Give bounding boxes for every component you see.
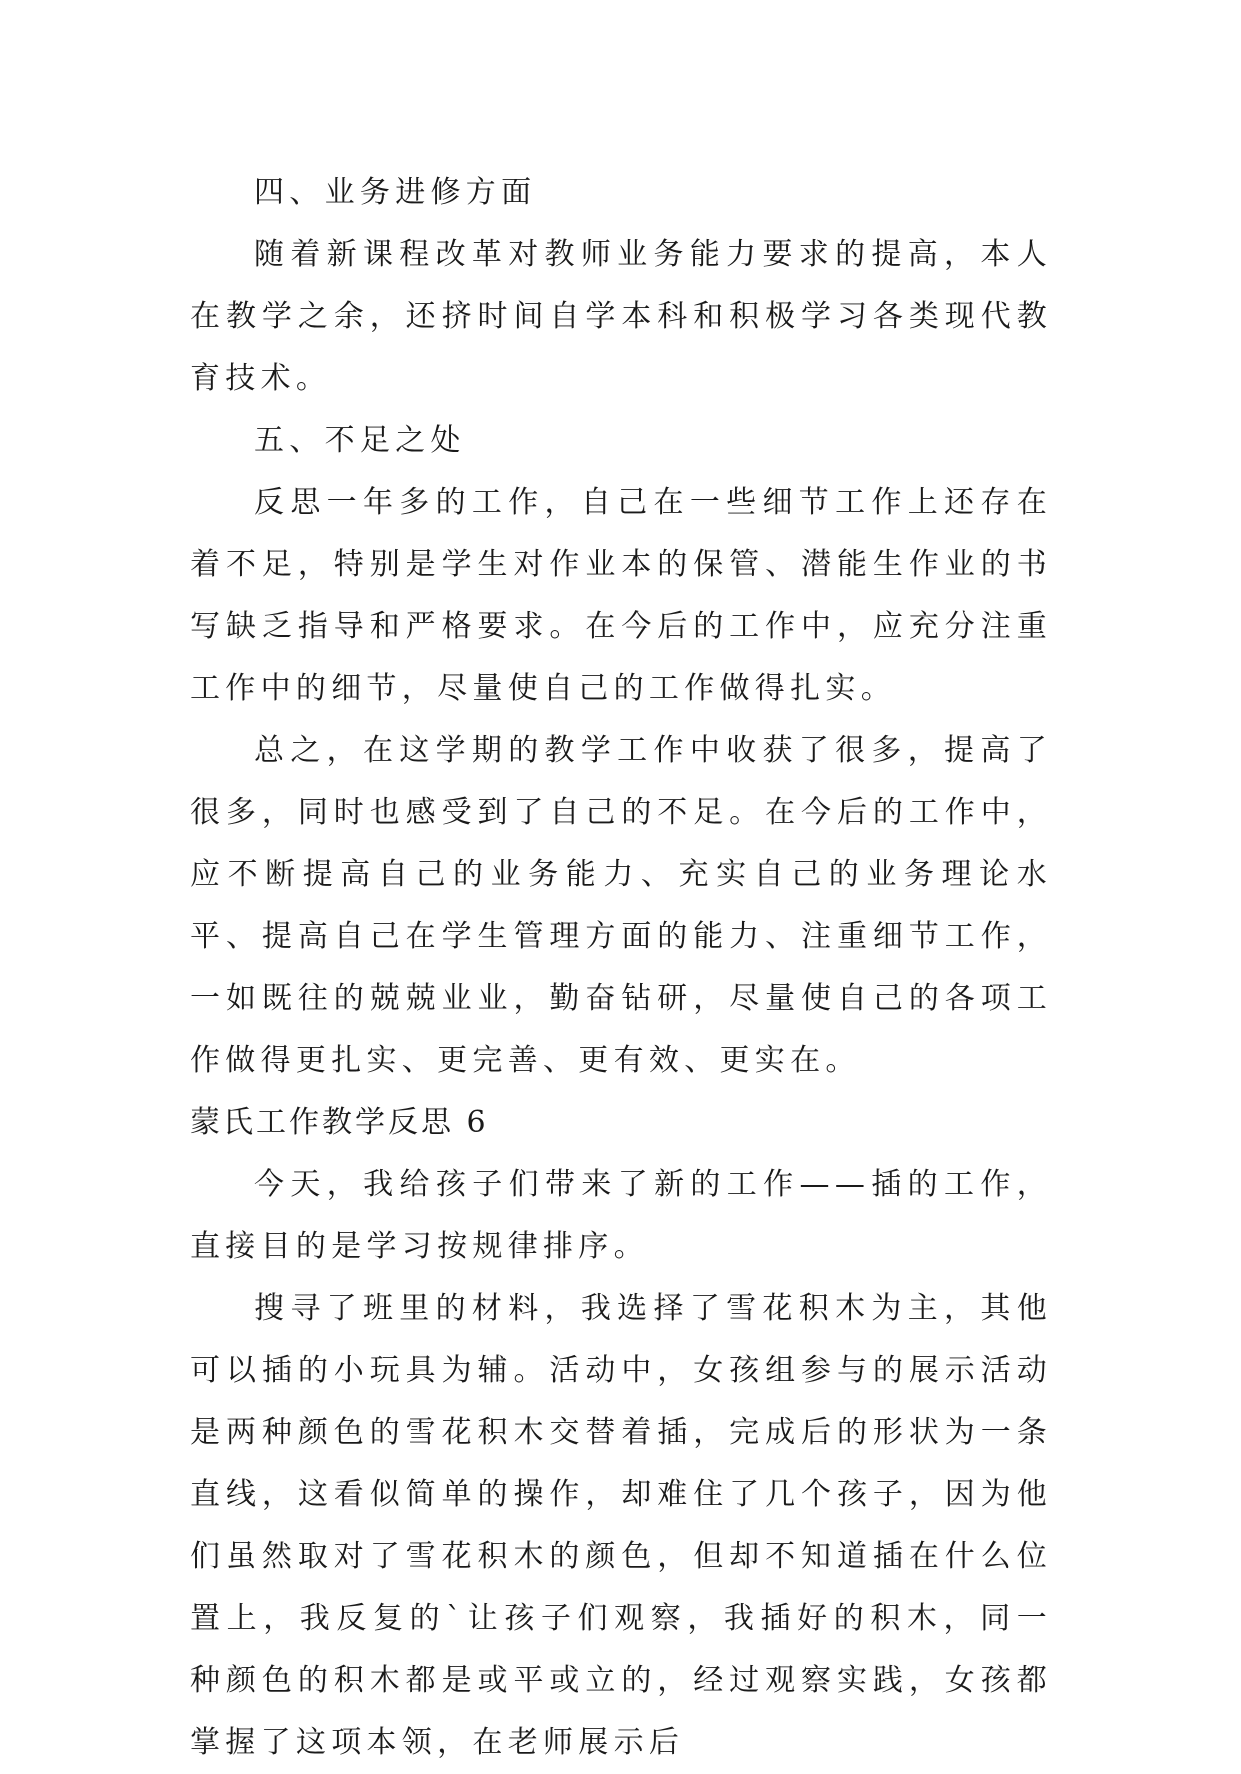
paragraph: 搜寻了班里的材料，我选择了雪花积木为主，其他可以插的小玩具为辅。活动中，女孩组参与的展示活动是两种颜色的雪花积木交替着插，完成后的形状为一条直线，这看似简单的操作，却难住了几个孩子，因为他们虽然取对了雪花积木的颜色，但却不知道插在什么位置上，我反复的`让孩子们观察，我插好的积木，同一种颜色的积木都是或平或立的，经过观察实践，女孩都掌握了这项本领，在老师展示后 [190, 1291, 1052, 1760]
document-body [190, 162, 1052, 1774]
section-heading-4: 四、业务进修方面 [254, 175, 537, 210]
paragraph: 今天，我给孩子们带来了新的工作——插的工作，直接目的是学习按规律排序。 [190, 1167, 1052, 1264]
article-title: 蒙氏工作教学反思 6 [190, 1105, 489, 1140]
paragraph: 随着新课程改革对教师业务能力要求的提高，本人在教学之余，还挤时间自学本科和积极学习各类现代教育技术。 [190, 237, 1052, 396]
paragraph: 总之，在这学期的教学工作中收获了很多，提高了很多，同时也感受到了自己的不足。在今后的工作中，应不断提高自己的业务能力、充实自己的业务理论水平、提高自己在学生管理方面的能力、注重细节工作，一如既往的兢兢业业，勤奋钻研，尽量使自己的各项工作做得更扎实、更完善、更有效、更实在。 [190, 733, 1052, 1078]
section-heading-5: 五、不足之处 [254, 423, 466, 458]
paragraph: 反思一年多的工作，自己在一些细节工作上还存在着不足，特别是学生对作业本的保管、潜能生作业的书写缺乏指导和严格要求。在今后的工作中，应充分注重工作中的细节，尽量使自己的工作做得扎实。 [190, 485, 1052, 706]
